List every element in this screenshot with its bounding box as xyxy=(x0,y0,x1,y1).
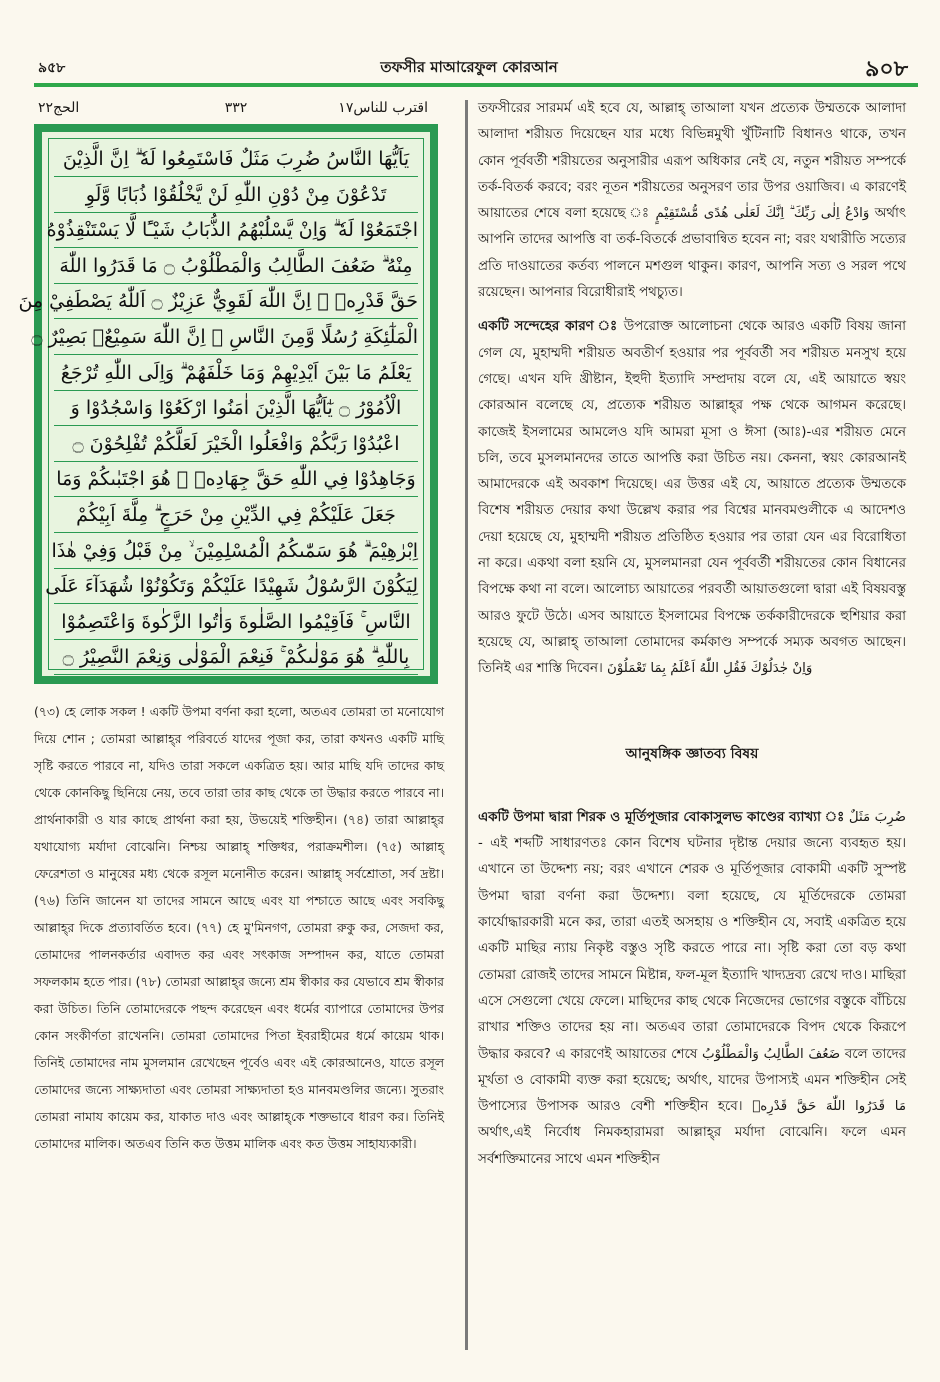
quran-line: النَّاسِ ۚ فَاَقِيْمُوا الصَّلٰوةَ وَاٰتُوا الزَّكٰوةَ وَاعْتَصِمُوْا xyxy=(54,605,418,640)
quran-line: تَدْعُوْنَ مِنْ دُوْنِ اللّٰهِ لَنْ يَّخْلُقُوْا ذُبَابًا وَّلَوِ xyxy=(54,178,418,213)
tafsir-paragraph-2: একটি সন্দেহের কারণ ঃ উপরোক্ত আলোচনা থেকে আরও একটি বিষয় জানা গেল যে, মুহাম্মদী শরীয়ত অবতীর্ণ হওয়ার পর পূর্ববর্তী সব শরীয়ত মনসুখ হয়ে গেছে। এখন যদি খ্রীষ্টান, ইহুদী ইত্যাদি সম্প্রদায় বলে যে, এই আয়াতে স্বয়ং কোরআন বলেছে যে, প্রত্যেক শরীয়ত আল্লাহ্‌র পক্ষ থেকে আগমন করেছে। কাজেই ইসলামের আমলেও যদি আমরা মূসা ও ঈসা (আঃ)-এর শরীয়ত মেনে চলি, তবে মুসলমানদের তাতে আপত্তি করা উচিত নয়। কেননা, স্বয়ং কোরআনই আমাদেরকে এই অবকাশ দিয়েছে। এর উত্তর এই যে, আয়াতে প্রত্যেক উম্মতকে বিশেষ শরীয়ত দেয়ার কথা উল্লেখ করার পর বিশ্বের মানবমণ্ডলীকে এ আদেশও দেয়া হয়েছে যে, মুহাম্মদী শরীয়ত প্রতিষ্ঠিত হওয়ার পর তারা যেন এর বিরোধিতা না করে। একথা বলা হয়নি যে, মুসলমানরা যেন পূর্ববর্তী শরীয়তের কোন বিধানের বিপক্ষে কথা না বলে। আলোচ্য আয়াতের পরবর্তী আয়াতগুলো দ্বারা এই বিষয়বস্তু আরও ফুটে উঠে। এসব আয়াতে ইসলামের বিপক্ষে তর্ককারীদেরকে হুশিয়ার করা হয়েছে যে, আল্লাহ্‌ তাআলা তোমাদের কর্মকাণ্ড সম্পর্কে সম্যক অবগত আছেন। তিনিই এর শাস্তি দিবেন। وَاِنْ جٰدَلُوْكَ فَقُلِ اللّٰهُ اَعْلَمُ بِمَا تَعْمَلُوْنَ xyxy=(478,319,906,677)
quran-line: بِاللّٰهِ ۗ هُوَ مَوْلٰىكُمْ ۚ فَنِعْمَ الْمَوْلٰى وَنِعْمَ النَّصِيْرُ ۝ xyxy=(54,640,418,675)
page-number-left: ৯৫৮ xyxy=(38,60,66,76)
quran-frame xyxy=(18,124,438,684)
arabic-quote-4: ضَعُفَ الطَّالِبُ وَالْمَطْلُوْبُ xyxy=(701,1046,841,1062)
arabic-quote-1: وَادْعُ اِلٰى رَبِّكَ ۗ اِنَّكَ لَعَلٰى هُدًى مُّسْتَقِيْمٍ xyxy=(655,206,870,222)
column-divider xyxy=(465,100,468,1350)
left-column xyxy=(18,96,444,1157)
quran-line: مِنْهُ ۗ ضَعُفَ الطَّالِبُ وَالْمَطْلُوْبُ ۝ مَا قَدَرُوا اللّٰهَ xyxy=(54,249,418,284)
arabic-quote-2: وَاِنْ جٰدَلُوْكَ فَقُلِ اللّٰهُ اَعْلَمُ بِمَا تَعْمَلُوْنَ xyxy=(607,661,813,677)
doubt-heading: একটি সন্দেহের কারণ ঃ xyxy=(478,319,619,335)
right-column xyxy=(478,96,906,1181)
quran-page-number: ٣٣٢ xyxy=(224,100,248,116)
quran-line: اجْتَمَعُوْا لَهٗ ۗ وَاِنْ يَّسْلُبْهُمُ الذُّبَابُ شَيْـًٔا لَّا يَسْتَنْقِذُوْهُ xyxy=(54,213,418,248)
quran-text-box xyxy=(18,132,430,676)
parable-heading: একটি উপমা দ্বারা শিরক ও মূর্তিপূজার বোকাসুলভ কাণ্ডের ব্যাখ্যা ঃ xyxy=(478,809,845,825)
quran-line: الْمَلٰٓئِكَةِ رُسُلًا وَّمِنَ النَّاسِ ۗ اِنَّ اللّٰهَ سَمِيْعٌۢ بَصِيْرٌ ۝ xyxy=(54,320,418,355)
tafsir-paragraph-3: একটি উপমা দ্বারা শিরক ও মূর্তিপূজার বোকাসুলভ কাণ্ডের ব্যাখ্যা ঃ ضُرِبَ مَثَلٌ - এই শব্দটি সাধারণতঃ কোন বিশেষ ঘটনার দৃষ্টান্ত দেয়ার জন্যে ব্যবহৃত হয়। এখানে তা উদ্দেশ্য নয়; বরং এখানে শেরক ও মূর্তিপূজার বোকামী একটি সুস্পষ্ট উপমা দ্বারা বর্ণনা করা উদ্দেশ্য। বলা হয়েছে, যে মূর্তিদেরকে তোমরা কার্যোদ্ধারকারী মনে কর, তারা এতই অসহায় ও শক্তিহীন যে, সবাই একত্রিত হয়ে একটি মাছির ন্যায় নিকৃষ্ট বস্তুও সৃষ্টি করতে পারে না। সৃষ্টি করা তো বড় কথা তোমরা রোজই তাদের সামনে মিষ্টান্ন, ফল-মূল ইত্যাদি খাদ্যদ্রব্য রেখে দাও। মাছিরা এসে সেগুলো খেয়ে ফেলে। মাছিদের কাছ থেকে নিজেদের ভোগের বস্তুকে বাঁচিয়ে রাখার শক্তিও তাদের হয় না। অতএব তারা তোমাদেরকে বিপদ থেকে কিরূপে উদ্ধার করবে? এ কারণেই আয়াতের শেষে ضَعُفَ الطَّالِبُ وَالْمَطْلُوْبُ বলে তাদের মূর্খতা ও বোকামী ব্যক্ত করা হয়েছে; অর্থাৎ, যাদের উপাস্যই এমন শক্তিহীন সেই উপাস্যের উপাসক আরও বেশী শক্তিহীন হবে। مَا قَدَرُوا اللّٰهَ حَقَّ قَدْرِهٖ অর্থাৎ,এই নির্বোধ নিমকহারামরা আল্লাহ্‌র মর্যাদা বোঝেনি। ফলে এমন সর্বশক্তিমানের সাথে এমন শক্তিহীন xyxy=(478,809,907,1167)
quran-line: يَعْلَمُ مَا بَيْنَ اَيْدِيْهِمْ وَمَا خَلْفَهُمْ ۗ وَاِلَى اللّٰهِ تُرْجَعُ xyxy=(54,356,418,391)
quran-line: الْاُمُوْرُ ۝ يٰٓاَيُّهَا الَّذِيْنَ اٰمَنُوا ارْكَعُوْا وَاسْجُدُوْا وَ xyxy=(54,391,418,426)
quran-line: جَعَلَ عَلَيْكُمْ فِي الدِّيْنِ مِنْ حَرَجٍ ۗ مِلَّةَ اَبِيْكُمْ xyxy=(54,498,418,533)
quran-line: حَقَّ قَدْرِهٖ ۗ اِنَّ اللّٰهَ لَقَوِيٌّ عَزِيْزٌ ۝ اَللّٰهُ يَصْطَفِيْ مِنَ xyxy=(54,284,418,319)
quran-line: لِيَكُوْنَ الرَّسُوْلُ شَهِيْدًا عَلَيْكُمْ وَتَكُوْنُوْا شُهَدَآءَ عَلَى xyxy=(54,569,418,604)
quran-line: يَاَيُّهَا النَّاسُ ضُرِبَ مَثَلٌ فَاسْتَمِعُوا لَهٗ ۗ اِنَّ الَّذِيْنَ xyxy=(54,142,418,177)
quran-header xyxy=(28,96,444,122)
tafsir-paragraph-1: তফসীরের সারমর্ম এই হবে যে, আল্লাহ্‌ তাআলা যখন প্রত্যেক উম্মতকে আলাদা আলাদা শরীয়ত দিয়েছেন যার মধ্যে বিভিন্নমুখী খুঁটিনাটি বিধানও থাকে, তখন কোন পূর্ববর্তী শরীয়তের অনুসারীর এরূপ অধিকার নেই যে, নতুন শরীয়ত সম্পর্কে তর্ক-বিতর্ক করবে; বরং নূতন শরীয়তের অনুসরণ তার উপর ওয়াজিব। এ কারণেই আয়াতের শেষে বলা হয়েছে ঃ وَادْعُ اِلٰى رَبِّكَ ۗ اِنَّكَ لَعَلٰى هُدًى مُّسْتَقِيْمٍ অর্থাৎ আপনি তাদের আপত্তি বা তর্ক-বিতর্কে প্রভাবান্বিত হবেন না; বরং যথারীতি সত্যের প্রতি দাওয়াতের কর্তব্য পালনে মশগুল থাকুন। কারণ, আপনি সত্য ও সরল পথে রয়েছেন। আপনার বিরোধীরাই পথচ্যুত। xyxy=(478,101,906,301)
book-title: তফসীর মাআরেফুল কোরআন xyxy=(380,58,558,76)
surah-name: الحج٢٢ xyxy=(38,100,80,116)
quran-line: اِبْرٰهِيْمَ ۗ هُوَ سَمّٰىكُمُ الْمُسْلِمِيْنَ ۙ مِنْ قَبْلُ وَفِيْ هٰذَا xyxy=(54,534,418,569)
section-heading: আনুষঙ্গিক জ্ঞাতব্য বিষয় xyxy=(625,745,759,762)
page-number-right: ৯০৮ xyxy=(865,57,908,82)
juz-name: اقترب للناس١٧ xyxy=(338,100,428,116)
quran-line: اعْبُدُوْا رَبَّكُمْ وَافْعَلُوا الْخَيْرَ لَعَلَّكُمْ تُفْلِحُوْنَ ۝ xyxy=(54,427,418,462)
arabic-quote-3: ضُرِبَ مَثَلٌ xyxy=(848,809,906,825)
arabic-quote-5: مَا قَدَرُوا اللّٰهَ حَقَّ قَدْرِهٖ xyxy=(752,1099,906,1115)
header-rule xyxy=(34,83,918,87)
translation-paragraph: (৭৩) হে লোক সকল ! একটি উপমা বর্ণনা করা হলো, অতএব তোমরা তা মনোযোগ দিয়ে শোন ; তোমরা আল্লাহ্‌র পরিবর্তে যাদের পূজা কর, তারা কখনও একটি মাছি সৃষ্টি করতে পারবে না, যদিও তারা সকলে একত্রিত হয়। আর মাছি যদি তাদের কাছ থেকে কোনকিছু ছিনিয়ে নেয়, তবে তারা তার কাছ থেকে তা উদ্ধার করতে পারবে না। প্রার্থনাকারী ও যার কাছে প্রার্থনা করা হয়, উভয়েই শক্তিহীন। (৭৪) তারা আল্লাহ্‌র যথাযোগ্য মর্যাদা বোঝেনি। নিশ্চয় আল্লাহ্‌ শক্তিধর, পরাক্রমশীল। (৭৫) আল্লাহ্‌ ফেরেশতা ও মানুষের মধ্য থেকে রসূল মনোনীত করেন। আল্লাহ্‌ সর্বশ্রোতা, সর্ব দ্রষ্টা। (৭৬) তিনি জানেন যা তাদের সামনে আছে এবং যা পশ্চাতে আছে এবং সবকিছু আল্লাহ্‌র দিকে প্রত্যাবর্তিত হবে। (৭৭) হে মু'মিনগণ, তোমরা রুকু কর, সেজদা কর, তোমাদের পালনকর্তার এবাদত কর এবং সৎকাজ সম্পাদন কর, যাতে তোমরা সফলকাম হতে পার। (৭৮) তোমরা আল্লাহ্‌র জন্যে শ্রম স্বীকার কর যেভাবে শ্রম স্বীকার করা উচিত। তিনি তোমাদেরকে পছন্দ করেছেন এবং ধর্মের ব্যাপারে তোমাদের উপর কোন সংকীর্ণতা রাখেননি। তোমরা তোমাদের পিতা ইবরাহীমের ধর্মে কায়েম থাক। তিনিই তোমাদের নাম মুসলমান রেখেছেন পূর্বেও এবং এই কোরআনেও, যাতে রসূল তোমাদের জন্যে সাক্ষ্যদাতা এবং তোমরা সাক্ষ্যদাতা হও মানবমণ্ডলির জন্যে। সুতরাং তোমরা নামায কায়েম কর, যাকাত দাও এবং আল্লাহ্‌কে শক্তভাবে ধারণ কর। তিনিই তোমাদের মালিক। অতএব তিনি কত উত্তম মালিক এবং কত উত্তম সাহায্যকারী। xyxy=(34,704,444,1151)
page-header xyxy=(20,56,918,86)
quran-line: وَجَاهِدُوْا فِي اللّٰهِ حَقَّ جِهَادِهٖ ۗ هُوَ اجْتَبٰىكُمْ وَمَا xyxy=(54,462,418,497)
